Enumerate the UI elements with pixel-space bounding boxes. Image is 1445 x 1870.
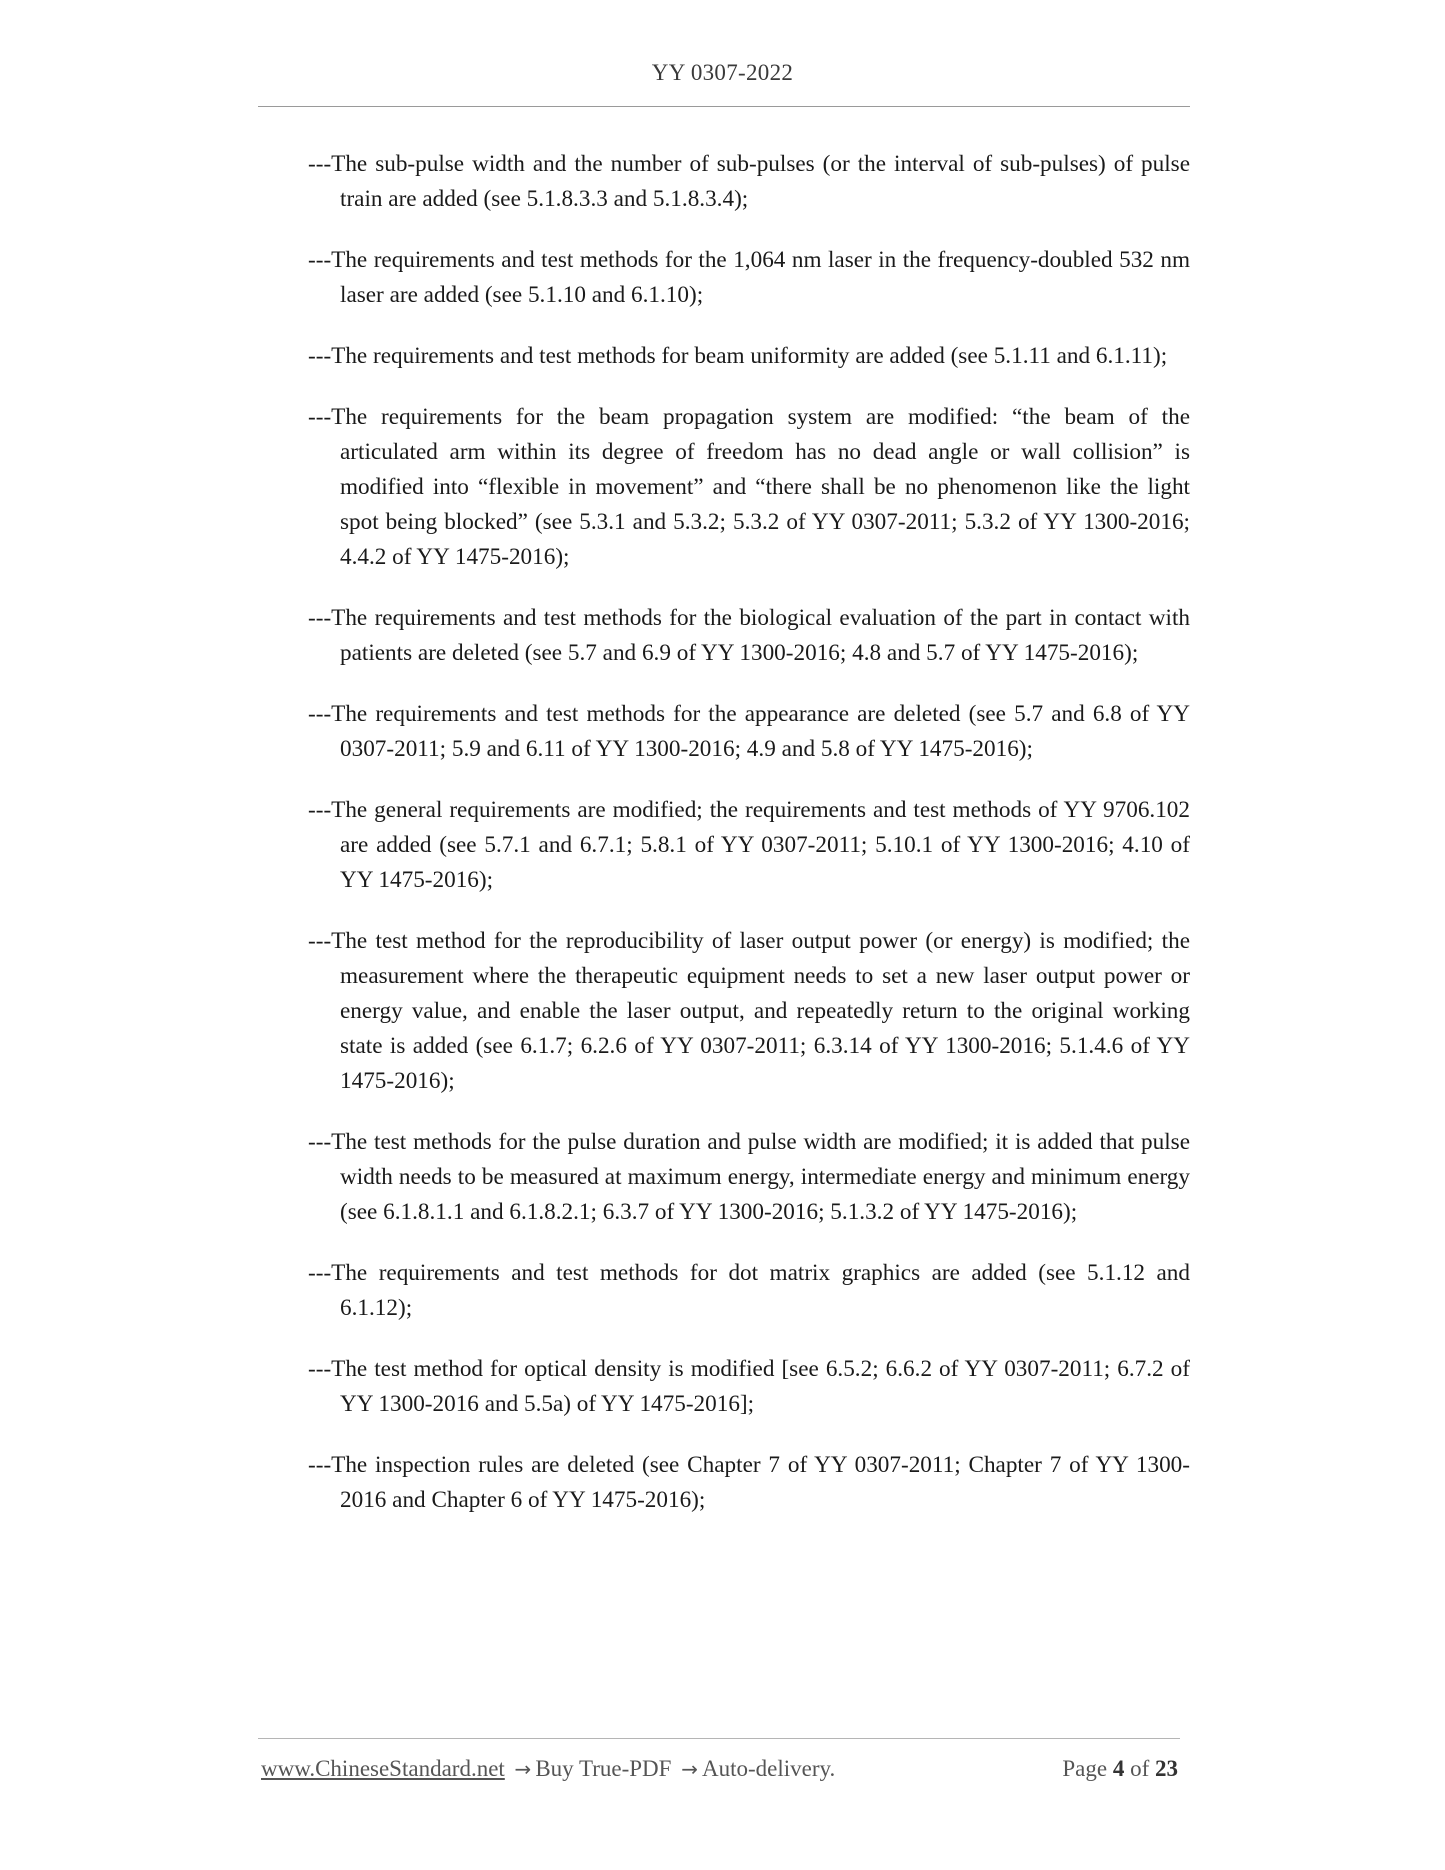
change-list-item: ---The test methods for the pulse duration and pulse width are modified; it is added that pulse width needs to be measured at maximum energy, intermediate energy and minimum energy (see 6.1.8.1.1 and 6.1.8.2.1; 6.3.7 of YY 1300-2016; 5.1.3.2 of YY 1475-2016); [308,1129,1190,1225]
document-header-title: YY 0307-2022 [651,60,794,85]
change-list-item: ---The requirements and test methods for the biological evaluation of the part in contact with patients are deleted (see 5.7 and 6.9 of YY 1300-2016; 4.8 and 5.7 of YY 1475-2016); [308,605,1190,666]
change-list-item: ---The test method for optical density is modified [see 6.5.2; 6.6.2 of YY 0307-2011; 6.7.2 of YY 1300-2016 and 5.5a) of YY 1475-2016]; [308,1356,1190,1417]
change-list-item: ---The requirements and test methods for beam uniformity are added (see 5.1.11 and 6.1.11); [308,343,1168,369]
change-list-item: ---The requirements and test methods for the 1,064 nm laser in the frequency-doubled 532 nm laser are added (see 5.1.10 and 6.1.10); [308,247,1190,308]
page-label: Page [1062,1756,1108,1781]
buy-true-pdf-text: Buy True-PDF [535,1756,672,1781]
website-link[interactable]: www.ChineseStandard.net [261,1756,505,1781]
auto-delivery-text: Auto-delivery. [701,1756,836,1781]
change-list-item: ---The requirements for the beam propagation system are modified: “the beam of the articulated arm within its degree of freedom has no dead angle or wall collision” is modified into “flexible in movement” and “there shall be no phenomenon like the light spot being blocked” (see 5.3.1 and 5.3.2; 5.3.2 of YY 0307-2011; 5.3.2 of YY 1300-2016; 4.4.2 of YY 1475-2016); [308,404,1190,570]
page-indicator [1062,1756,1178,1782]
change-list-item: ---The inspection rules are deleted (see Chapter 7 of YY 0307-2011; Chapter 7 of YY 1300-2016 and Chapter 6 of YY 1475-2016); [308,1452,1190,1513]
current-page-number: 4 [1112,1756,1125,1781]
arrow-right-icon: → [681,1757,698,1781]
footer-promo [261,1756,835,1782]
footer-divider [258,1738,1180,1739]
change-list-item: ---The sub-pulse width and the number of sub-pulses (or the interval of sub-pulses) of pulse train are added (see 5.1.8.3.3 and 5.1.8.3.4); [308,151,1190,212]
arrow-right-icon: → [514,1757,532,1781]
total-pages-number: 23 [1155,1756,1178,1781]
change-list [308,147,1190,1544]
change-list-item: ---The requirements and test methods for the appearance are deleted (see 5.7 and 6.8 of YY 0307-2011; 5.9 and 6.11 of YY 1300-2016; 4.9 and 5.8 of YY 1475-2016); [308,701,1190,762]
change-list-item: ---The test method for the reproducibility of laser output power (or energy) is modified; the measurement where the therapeutic equipment needs to set a new laser output power or energy value, and enable the laser output, and repeatedly return to the original working state is added (see 6.1.7; 6.2.6 of YY 0307-2011; 6.3.14 of YY 1300-2016; 5.1.4.6 of YY 1475-2016); [308,928,1190,1094]
of-label: of [1130,1756,1150,1781]
header-divider [258,106,1190,107]
change-list-item: ---The general requirements are modified; the requirements and test methods of YY 9706.102 are added (see 5.7.1 and 6.7.1; 5.8.1 of YY 0307-2011; 5.10.1 of YY 1300-2016; 4.10 of YY 1475-2016); [308,797,1190,893]
change-list-item: ---The requirements and test methods for dot matrix graphics are added (see 5.1.12 and 6.1.12); [308,1260,1190,1321]
